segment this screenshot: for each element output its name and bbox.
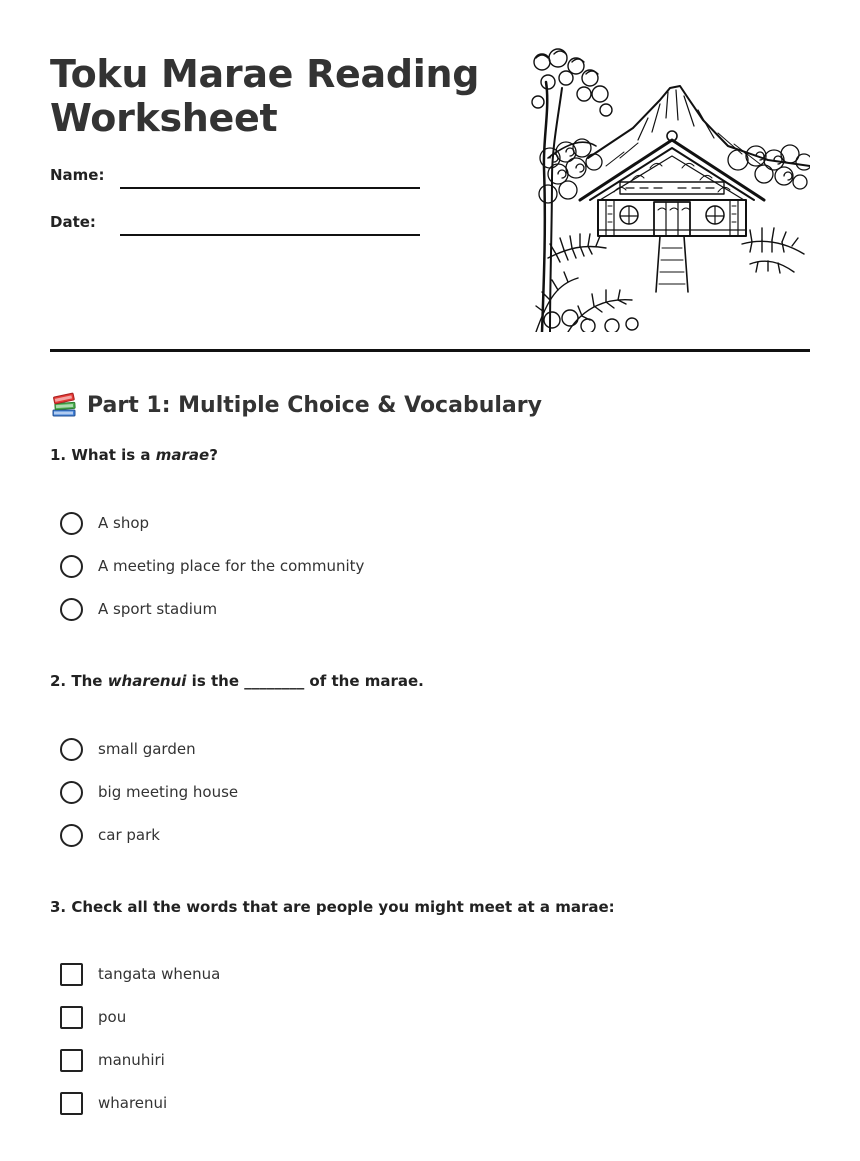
option-label: big meeting house [98, 783, 239, 801]
q1-option-3[interactable] [60, 596, 217, 622]
checkbox[interactable] [60, 963, 83, 986]
question-text-after: ? [209, 446, 218, 464]
books-icon [50, 391, 78, 419]
section-heading [50, 388, 542, 422]
q3-option-4[interactable] [60, 1090, 167, 1116]
date-field[interactable] [120, 234, 420, 236]
option-label: small garden [98, 740, 196, 758]
name-field[interactable] [120, 187, 420, 189]
option-label: wharenui [98, 1094, 168, 1112]
checkbox[interactable] [60, 1092, 83, 1115]
q2-option-2[interactable] [60, 779, 238, 805]
question-text: What is a [71, 446, 151, 464]
radio-button[interactable] [60, 512, 83, 535]
title-line-2: Worksheet [50, 96, 278, 140]
q2-option-3[interactable] [60, 822, 160, 848]
option-label: A sport stadium [98, 600, 218, 618]
radio-button[interactable] [60, 598, 83, 621]
q3-option-2[interactable] [60, 1004, 126, 1030]
marae-illustration [528, 48, 810, 332]
question-text-after: is the ________ of the marae. [191, 672, 424, 690]
option-label: A shop [98, 514, 150, 532]
question-term: wharenui [107, 672, 187, 690]
q3-option-1[interactable] [60, 961, 220, 987]
question-1 [50, 446, 218, 464]
option-label: car park [98, 826, 160, 844]
worksheet-title [50, 52, 490, 140]
q1-option-2[interactable] [60, 553, 364, 579]
section-title: Part 1: Multiple Choice & Vocabulary [87, 392, 542, 418]
option-label: pou [98, 1008, 127, 1026]
question-number: 1. [50, 446, 67, 464]
date-label: Date: [50, 213, 96, 231]
q3-option-3[interactable] [60, 1047, 165, 1073]
section-divider [50, 349, 810, 352]
option-label: A meeting place for the community [98, 557, 365, 575]
question-number: 3. [50, 898, 67, 916]
radio-button[interactable] [60, 555, 83, 578]
question-text: Check all the words that are people you might meet at a marae: [71, 898, 615, 916]
checkbox[interactable] [60, 1006, 83, 1029]
q2-option-1[interactable] [60, 736, 196, 762]
question-number: 2. [50, 672, 67, 690]
question-text: The [71, 672, 103, 690]
name-label: Name: [50, 166, 105, 184]
question-2 [50, 672, 424, 690]
radio-button[interactable] [60, 824, 83, 847]
title-line-1: Toku Marae Reading [50, 52, 480, 96]
question-term: marae [155, 446, 210, 464]
option-label: tangata whenua [98, 965, 221, 983]
radio-button[interactable] [60, 781, 83, 804]
q1-option-1[interactable] [60, 510, 149, 536]
question-3 [50, 898, 615, 916]
option-label: manuhiri [98, 1051, 165, 1069]
radio-button[interactable] [60, 738, 83, 761]
checkbox[interactable] [60, 1049, 83, 1072]
